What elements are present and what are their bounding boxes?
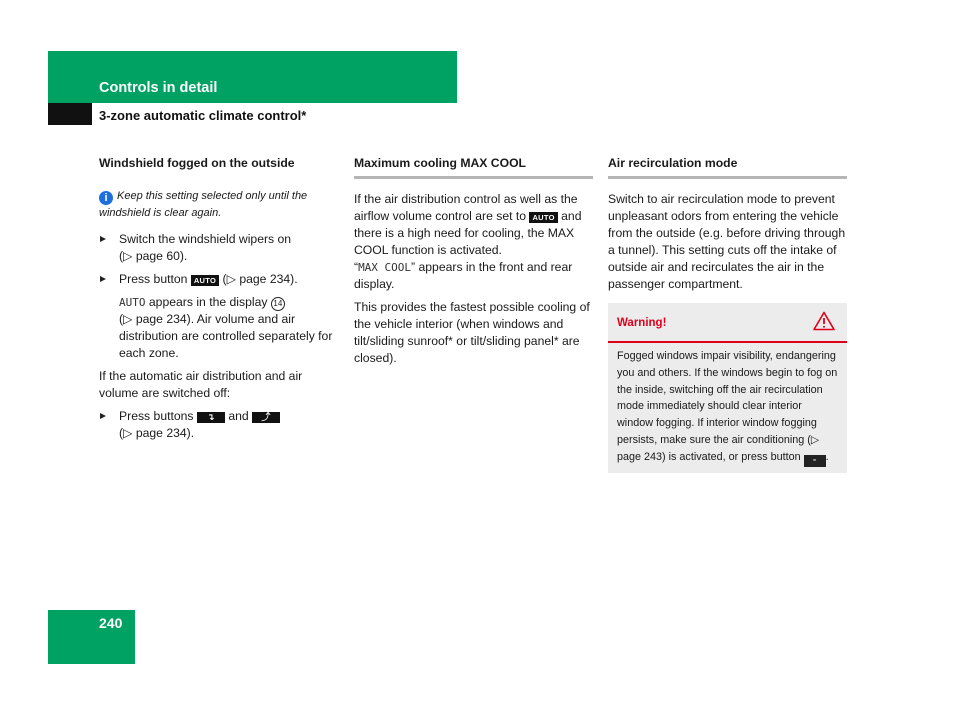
auto-display-code: AUTO bbox=[119, 296, 146, 309]
auto-button-icon: AUTO bbox=[191, 275, 219, 286]
defrost-air-button-icon: ⤴ bbox=[252, 412, 280, 423]
warning-header bbox=[608, 303, 847, 343]
bullet-wipers bbox=[99, 231, 338, 265]
bullet-press-pre: Press buttons bbox=[119, 409, 194, 423]
warning-box bbox=[608, 303, 847, 473]
warning-text: Fogged windows impair visibility, endangering you and others. If the windows begin to fog on the inside, switching off the air recirculation mode immediately should clear interior window fogging. If interior window fogging persists, make sure the air conditioning (▷ page 243) is activated, or press button bbox=[617, 350, 838, 463]
column-max-cool bbox=[354, 155, 593, 373]
warning-body bbox=[608, 343, 847, 473]
recirculation-heading: Air recirculation mode bbox=[608, 155, 847, 179]
auto-display-desc-2: (▷ page 234). Air volume and air distribution are controlled separately for each zone. bbox=[119, 312, 333, 360]
bullet-wipers-text: Switch the windshield wipers on bbox=[119, 232, 292, 246]
auto-button-icon: AUTO bbox=[529, 212, 557, 223]
max-cool-p1-a: If the air distribution control as well as the airflow volume control are set to bbox=[354, 192, 578, 223]
bullet-auto-ref: (▷ page 234). bbox=[222, 272, 298, 286]
section-title: Controls in detail bbox=[99, 80, 218, 96]
info-icon: i bbox=[99, 191, 113, 205]
windshield-heading: Windshield fogged on the outside bbox=[99, 156, 295, 170]
footwell-air-button-icon: ↴ bbox=[197, 412, 225, 423]
bullet-press-and: and bbox=[228, 409, 249, 423]
info-note-text: Keep this setting selected only until the windshield is clear again. bbox=[99, 190, 308, 219]
max-cool-quote-open: “ bbox=[354, 260, 359, 274]
manual-off-paragraph: If the automatic air distribution and air volume are switched off: bbox=[99, 369, 303, 400]
max-cool-paragraph-1 bbox=[354, 191, 593, 293]
auto-display-desc: appears in the display bbox=[148, 295, 268, 309]
max-cool-p1-c: ” appears in the front and rear display. bbox=[354, 260, 573, 291]
bullet-press-buttons bbox=[99, 408, 338, 442]
display-callout-number: 14 bbox=[271, 297, 285, 311]
bullet-wipers-ref: (▷ page 60). bbox=[119, 249, 188, 263]
column-windshield bbox=[99, 155, 338, 448]
column-recirculation bbox=[608, 155, 847, 473]
warning-title: Warning! bbox=[617, 317, 667, 329]
page-subtitle: 3-zone automatic climate control* bbox=[99, 108, 307, 123]
mode-button-icon: ≈ bbox=[804, 455, 826, 467]
warning-triangle-icon bbox=[813, 311, 835, 331]
info-note bbox=[99, 188, 338, 221]
max-cool-p1-b: and there is a high need for cooling, the MAX COOL function is activated. bbox=[354, 209, 582, 257]
max-cool-heading: Maximum cooling MAX COOL bbox=[354, 155, 593, 179]
warning-text-end: . bbox=[825, 450, 829, 463]
page-number: 240 bbox=[99, 615, 123, 631]
bullet-auto bbox=[99, 271, 338, 288]
auto-display-text bbox=[99, 294, 338, 362]
max-cool-display-code: MAX COOL bbox=[358, 261, 412, 274]
recirculation-paragraph: Switch to air recirculation mode to prevent unpleasant odors from entering the vehicle from the outside (e.g. before driving through a tunnel). This setting cuts off the intake of outside air and recirculates the air in the passenger compartment. bbox=[608, 192, 846, 291]
bullet-press-ref: (▷ page 234). bbox=[119, 426, 195, 440]
chapter-tab bbox=[48, 103, 92, 125]
bullet-auto-pre: Press button bbox=[119, 272, 188, 286]
max-cool-paragraph-2: This provides the fastest possible cooling of the vehicle interior (when windows and tilt/sliding sunroof* or tilt/sliding panel* are closed). bbox=[354, 300, 590, 365]
